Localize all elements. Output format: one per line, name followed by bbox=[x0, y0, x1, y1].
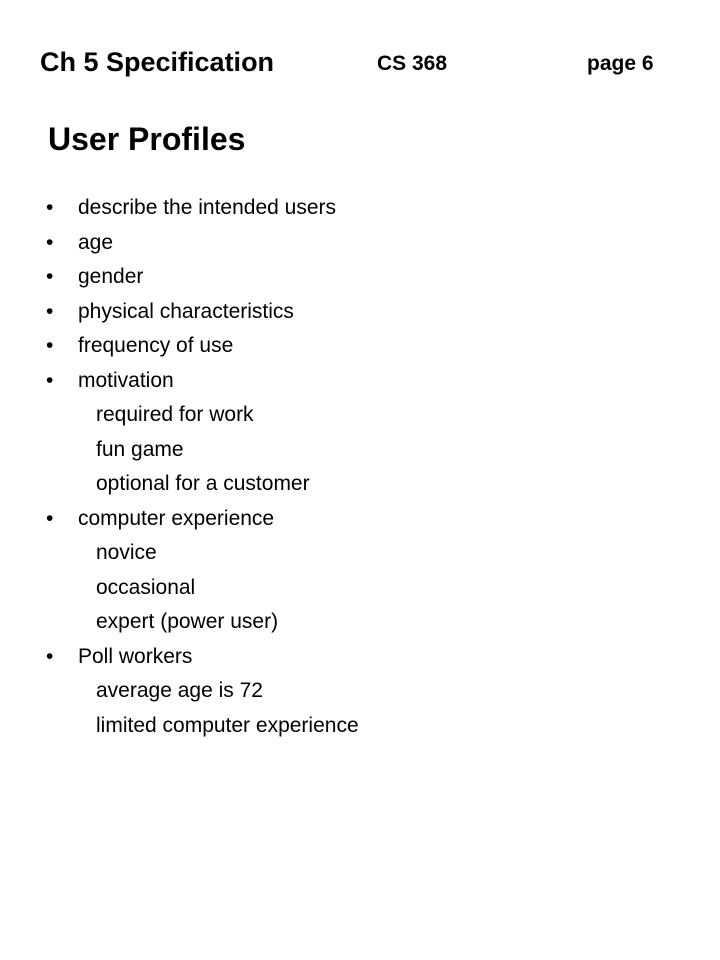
list-item-text: describe the intended users bbox=[78, 196, 336, 219]
sub-list-item bbox=[0, 467, 720, 502]
sub-list-item bbox=[0, 571, 720, 606]
list-item-text: occasional bbox=[96, 575, 196, 599]
page-number: page 6 bbox=[587, 52, 654, 75]
bullet-list bbox=[0, 191, 720, 743]
chapter-title: Ch 5 Specification bbox=[40, 47, 275, 77]
list-item-text: average age is 72 bbox=[96, 679, 263, 702]
list-item bbox=[0, 295, 720, 330]
list-item bbox=[0, 260, 720, 295]
bullet-icon: • bbox=[46, 230, 54, 254]
bullet-icon: • bbox=[46, 265, 54, 288]
bullet-icon: • bbox=[46, 506, 54, 530]
bullet-icon: • bbox=[46, 644, 54, 668]
bullet-icon: • bbox=[46, 334, 54, 357]
sub-list-item bbox=[0, 605, 720, 640]
list-item-text: motivation bbox=[78, 368, 174, 392]
sub-list-item bbox=[0, 709, 720, 744]
list-item bbox=[0, 502, 720, 537]
sub-list-item bbox=[0, 398, 720, 433]
list-item-text: computer experience bbox=[78, 506, 275, 530]
list-item-text: frequency of use bbox=[78, 334, 234, 357]
list-item-text: fun game bbox=[96, 437, 184, 461]
list-item bbox=[0, 364, 720, 399]
page-title: User Profiles bbox=[48, 121, 246, 157]
sub-list-item bbox=[0, 674, 720, 709]
bullet-icon: • bbox=[46, 299, 54, 323]
sub-list-item bbox=[0, 433, 720, 468]
sub-list-item bbox=[0, 536, 720, 571]
list-item bbox=[0, 226, 720, 261]
course-code: CS 368 bbox=[377, 52, 448, 75]
list-item-text: novice bbox=[96, 541, 157, 564]
list-item-text: limited computer experience bbox=[96, 713, 359, 737]
list-item bbox=[0, 640, 720, 675]
list-item bbox=[0, 329, 720, 364]
list-item bbox=[0, 191, 720, 226]
list-item-text: expert (power user) bbox=[96, 610, 279, 633]
list-item-text: gender bbox=[78, 265, 144, 288]
list-item-text: age bbox=[78, 230, 114, 254]
list-item-text: optional for a customer bbox=[96, 472, 310, 495]
list-item-text: required for work bbox=[96, 403, 254, 426]
list-item-text: physical characteristics bbox=[78, 299, 294, 323]
list-item-text: Poll workers bbox=[78, 644, 193, 668]
bullet-icon: • bbox=[46, 368, 54, 392]
bullet-icon: • bbox=[46, 196, 54, 219]
